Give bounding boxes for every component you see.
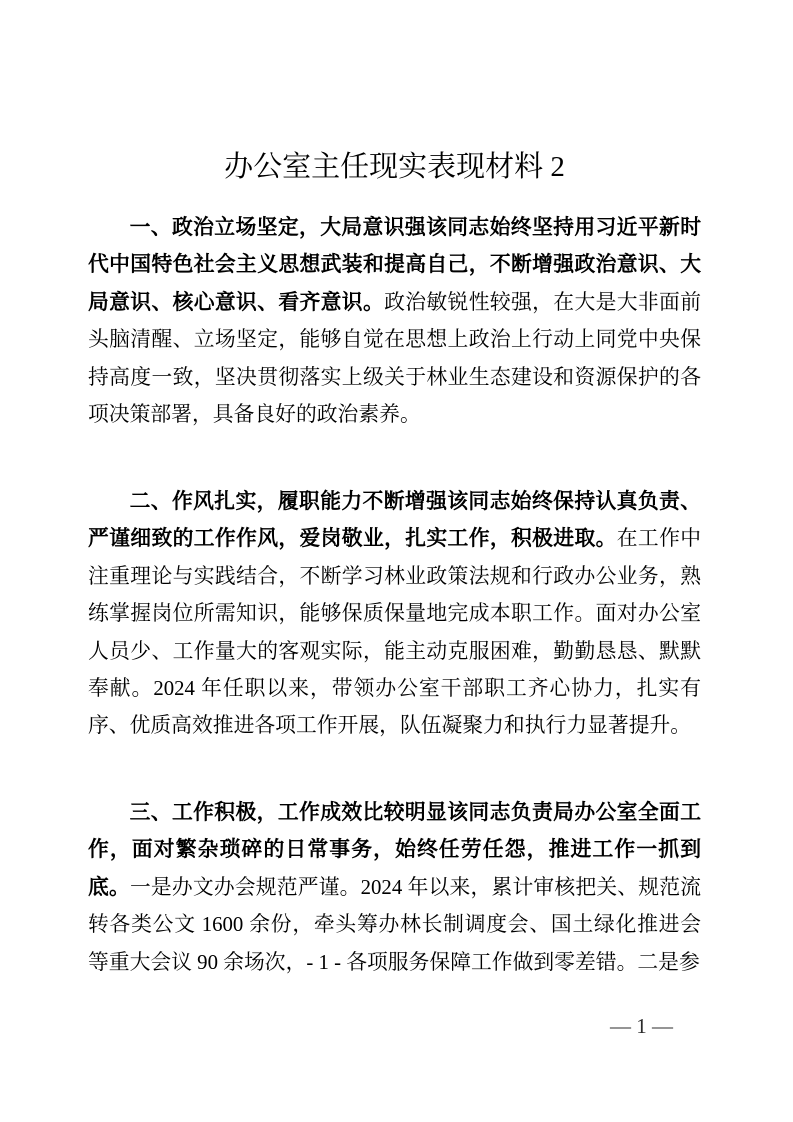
document-title: 办公室主任现实表现材料 2 — [224, 151, 565, 183]
paragraph-1-body: 政治敏锐性较强，在大是大非面前头脑清醒、立场坚定，能够自觉在思想上政治上行动上同党中央保持高度一致，坚决贯彻落实上级关于林业生态建设和资源保护的各项决策部署，具备良好的政治素养。 — [88, 290, 702, 427]
paragraph-2-bold-lead: 二、作风扎实，履职能力不断增强该同志始终保持认真负责、严谨细致的工作作风，爱岗敬业，扎实工作，积极进取。 — [88, 490, 701, 551]
paragraph-work-results — [88, 794, 701, 981]
paragraph-political-stance — [88, 209, 701, 433]
page-number: — 1 — — [610, 1014, 673, 1038]
paragraph-1-bold-lead: 一、政治立场坚定，大局意识强该同志始终坚持用习近平新时代中国特色社会主义思想武装和提高自己，不断增强政治意识、大局意识、核心意识、看齐意识。 — [88, 216, 701, 314]
paragraph-work-style — [88, 483, 701, 745]
paragraph-2-body: 在工作中注重理论与实践结合，不断学习林业政策法规和行政办公业务，熟练掌握岗位所需知识，能够保质保量地完成本职工作。面对办公室人员少、工作量大的客观实际，能主动克服困难，勤勤恳恳、默默奉献。2024 年任职以来，带领办公室干部职工齐心协力，扎实有序、优质高效推进各项工作开展，队伍凝聚力和执行力显著提升。 — [88, 527, 702, 738]
paragraph-3-bold-lead: 三、工作积极，工作成效比较明显该同志负责局办公室全面工作，面对繁杂琐碎的日常事务，始终任劳任怨，推进工作一抓到底。 — [88, 801, 701, 899]
paragraph-3-body: 一是办文办会规范严谨。2024 年以来，累计审核把关、规范流转各类公文 1600 余份，牵头筹办林长制调度会、国土绿化推进会等重大会议 90 余场次，- 1 - 各项服务保障工作做到零差错。二是参 — [88, 875, 702, 974]
